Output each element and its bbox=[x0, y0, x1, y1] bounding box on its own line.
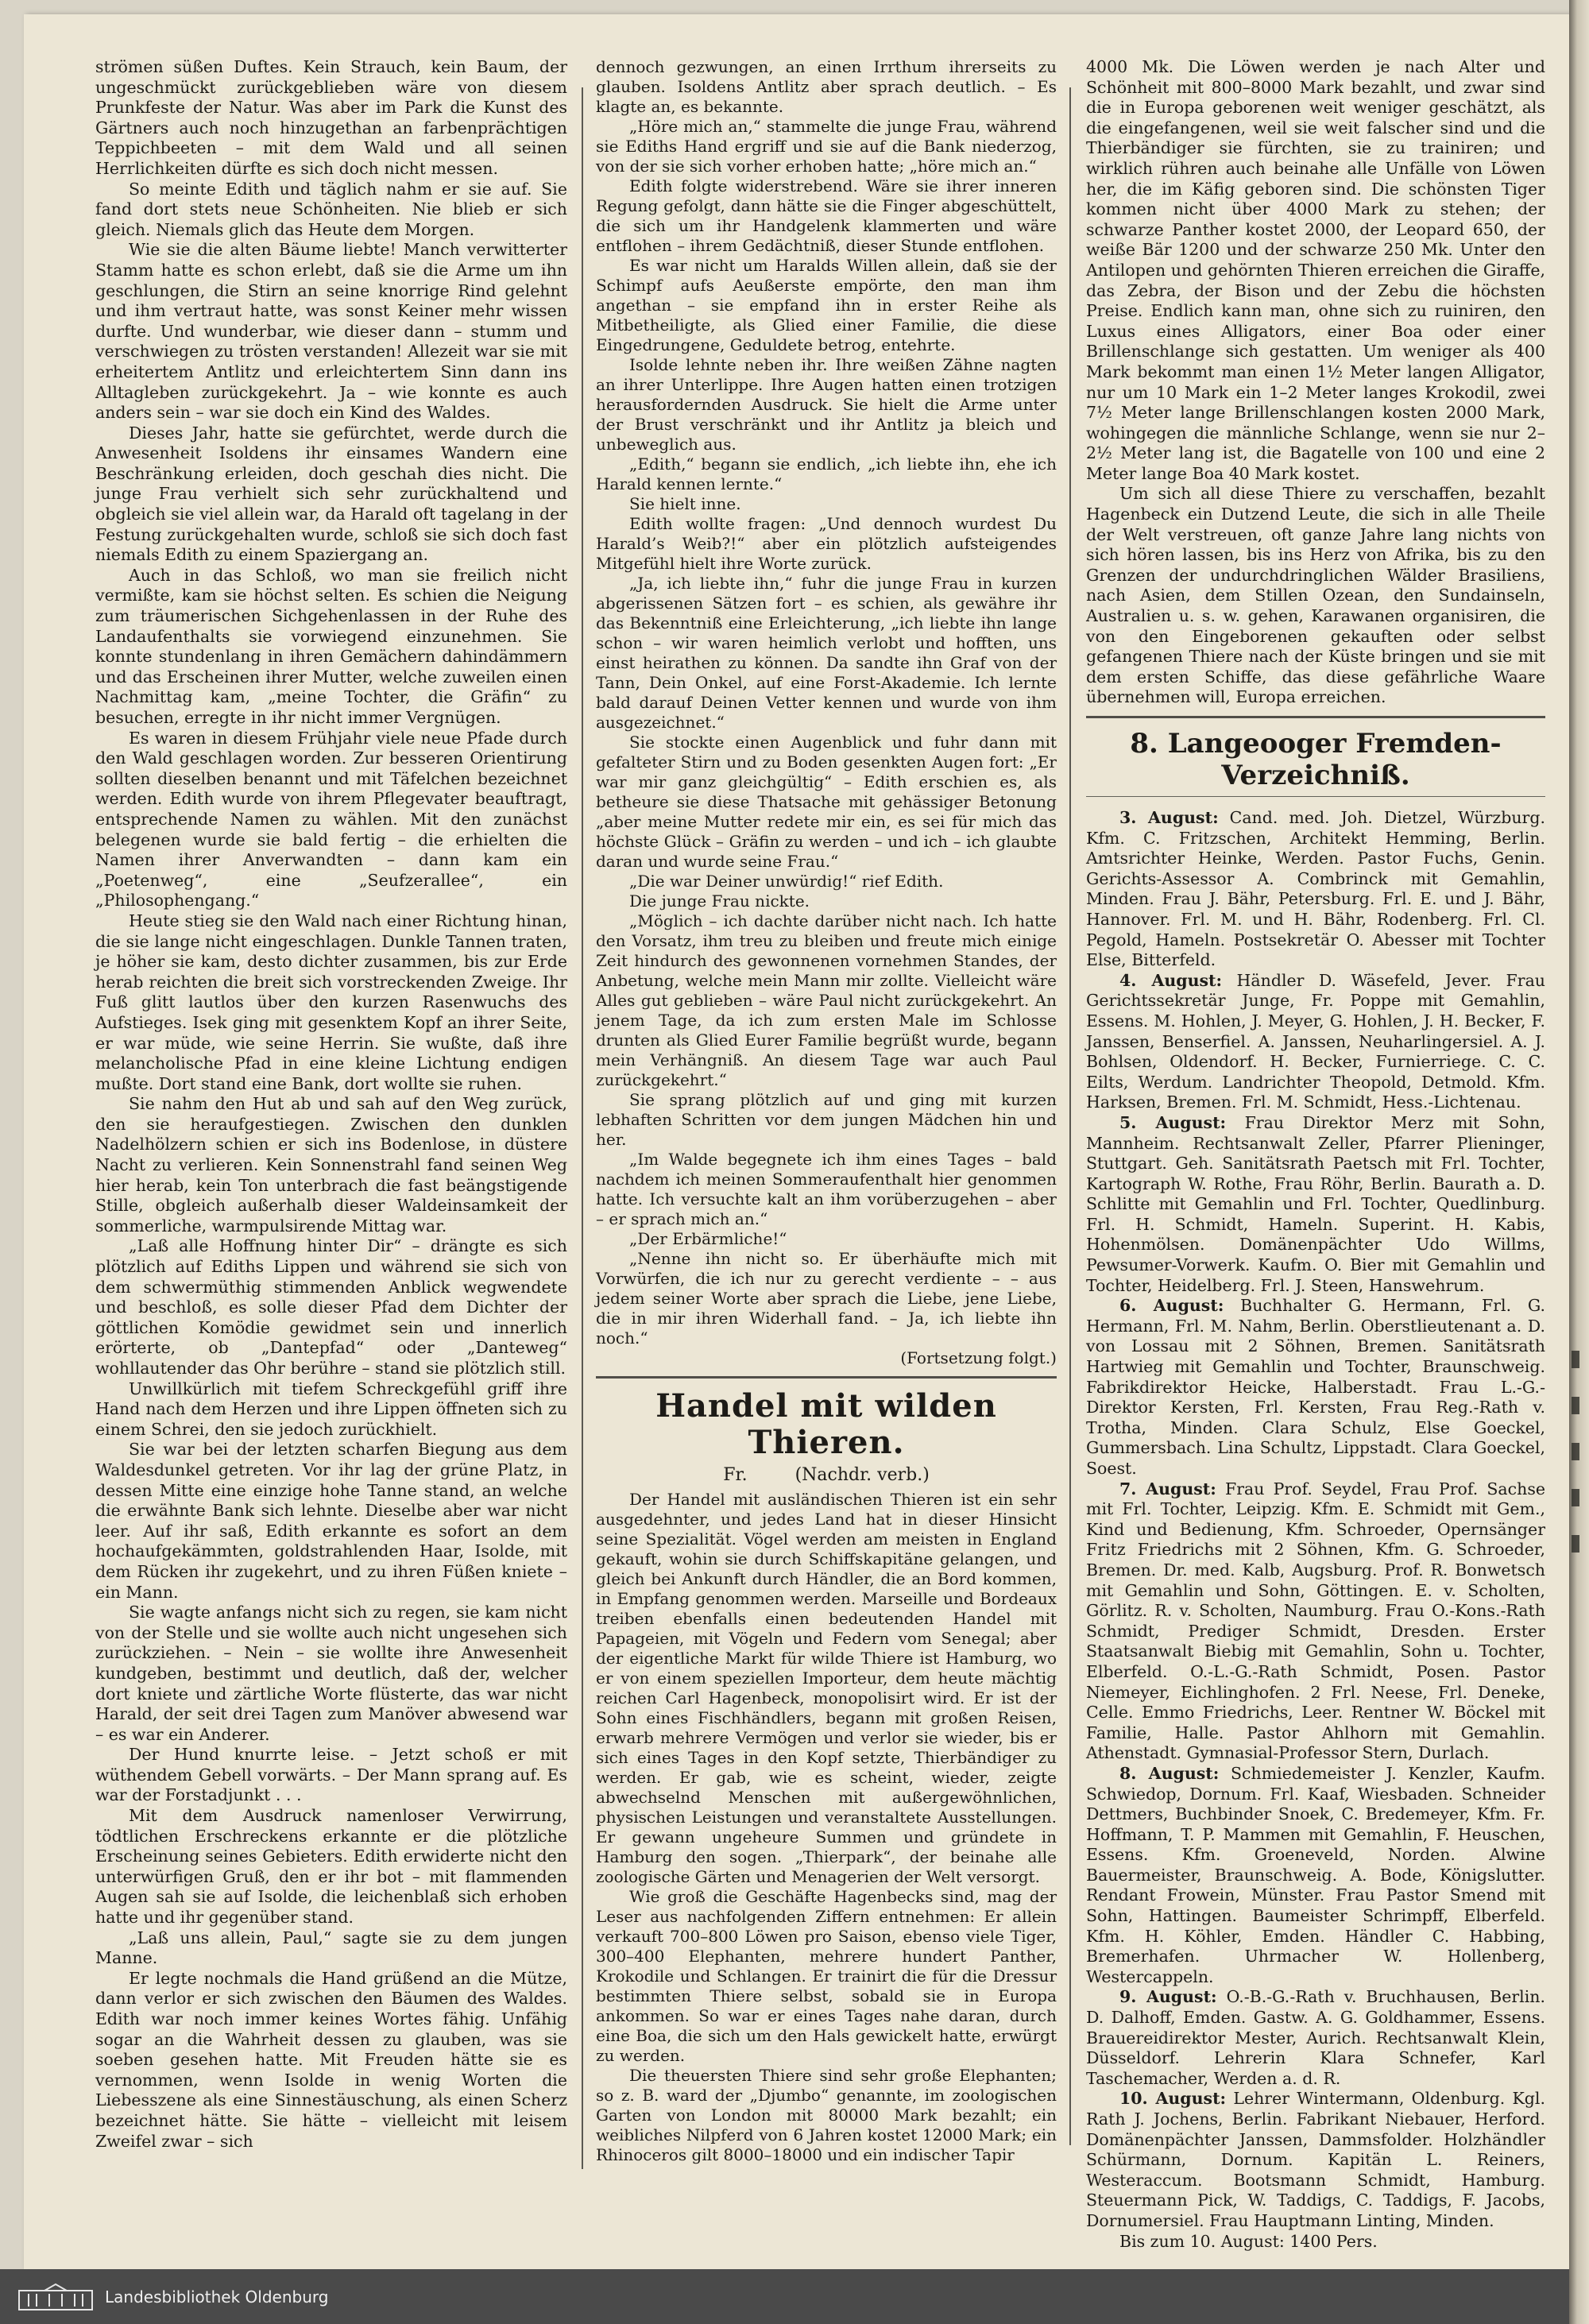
entry-text: Cand. med. Joh. Dietzel, Würzburg. Kfm. C. Fritzschen, Architekt Hemming, Berlin. Amtsrichter Heinke, Werden. Pastor Fuchs, Genin. Gerichts-Assessor A. Combrinck mit Gemahlin, Minden. Frau J. Bähr, Petersburg. Frl. E. und J. Bähr, Hannover. Frl. M. und H. Bähr, Rodenberg. Frl. Cl. Pegold, Hameln. Postsekretär O. Abesser mit Tochter Else, Bitterfeld. bbox=[1086, 808, 1545, 970]
section-divider bbox=[596, 1376, 1057, 1379]
guest-list-title: 8. Langeooger Fremden-Verzeichniß. bbox=[1130, 728, 1502, 791]
section-divider bbox=[1086, 796, 1545, 797]
paragraph: „Der Erbärmliche!“ bbox=[629, 1229, 787, 1248]
author: Fr. bbox=[723, 1465, 748, 1485]
page-edge-strip bbox=[1569, 0, 1589, 2324]
paragraph: „Ja, ich liebte ihn,“ fuhr die junge Frau in kurzen abgerissenen Sätzen fort – es schien, als gewähre ihr das Bekenntniß eine Erleichterung, „ich liebte ihn lange schon – wir waren heimlich verlobt und hofften, uns einst heirathen zu können. Da sandte ihn Graf von der Tann, Dein Onkel, auf eine Forst-Akademie. Ich lernte bald darauf Deinen Vetter kennen und wurde von ihm ausgezeichnet.“ bbox=[596, 574, 1057, 732]
paragraph: „Die war Deiner unwürdig!“ rief Edith. bbox=[629, 872, 944, 891]
guest-list-entry bbox=[1086, 1764, 1545, 1988]
paragraph: Edith wollte fragen: „Und dennoch wurdest Du Harald’s Weib?!“ aber ein plötzlich aufsteigendes Mitgefühl hielt ihre Worte zurück. bbox=[596, 514, 1057, 573]
paragraph: Um sich all diese Thiere zu verschaffen, bezahlt Hagenbeck ein Dutzend Leute, die sich in alle Theile der Welt verstreuen, oft ganze Jahre lang nichts von sich hören lassen, bis ins Herz von Afrika, bis zu den Grenzen der undurchdringlichen Wälder Brasiliens, nach Asien, dem Stillen Ozean, den Sundainseln, Australien u. s. w. gehen, Karawanen organisiren, die von den Eingeborenen gekauften oder selbst gefangenen Thiere nach der Küste bringen und sie mit dem ersten Schiffe, das diese gefährliche Waare übernehmen will, Europa erreichen. bbox=[1086, 484, 1545, 707]
column-rule bbox=[1069, 87, 1071, 2145]
entry-date: 10. August: bbox=[1119, 2089, 1227, 2109]
edge-mark bbox=[1572, 1489, 1579, 1506]
paragraph: „Im Walde begegnete ich ihm eines Tages – bald nachdem ich meinen Sommeraufenthalt hier genommen hatte. Ich versuchte kalt an ihm vorüberzugehen – aber – er sprach mich an.“ bbox=[596, 1150, 1057, 1228]
guest-list-entry bbox=[1086, 971, 1545, 1113]
paragraph: Sie hielt inne. bbox=[629, 494, 741, 513]
edge-mark bbox=[1572, 1535, 1579, 1553]
guest-list-total: Bis zum 10. August: 1400 Pers. bbox=[1119, 2231, 1378, 2251]
paragraph: Er legte nochmals die Hand grüßend an die Mütze, dann verlor er sich zwischen den Bäumen des Waldes. Edith war noch immer keines Wortes fähig. Unfähig sogar an die Wahrheit dessen zu glauben, was sie soeben gesehen hatte. Mit Freuden hätte sie es vernommen, wenn Isolde in wenig Worten die Liebesszene als eine Sinnestäuschung, als einen Scherz bezeichnet hätte. Sie hätte – vielleicht mit leisem Zweifel zwar – sich bbox=[95, 1968, 567, 2151]
paragraph: Es war nicht um Haralds Willen allein, daß sie der Schimpf aufs Aeußerste empörte, den man ihm angethan – sie empfand ihn in erster Reihe als Mitbetheiligte, als Glied einer Familie, die diese Eingedrungene, Geduldete betrog, entehrte. bbox=[596, 256, 1057, 354]
entry-date: 3. August: bbox=[1119, 808, 1219, 827]
edge-mark bbox=[1572, 1351, 1579, 1368]
guest-list-entry bbox=[1086, 808, 1545, 971]
reprint-notice: (Nachdr. verb.) bbox=[794, 1465, 930, 1485]
section-divider bbox=[1086, 716, 1545, 718]
column-1 bbox=[95, 57, 567, 2152]
entry-text: Händler D. Wäsefeld, Jever. Frau Gerichtssekretär Junge, Fr. Poppe mit Gemahlin, Essens. M. Hohlen, J. Meyer, G. Hohlen, J. H. Becker, F. Janssen, Benserfiel. A. Janssen, Neuharlingersiel. A. J. Bohlsen, Oldendorf. H. Becker, Furnierriege. C. C. Eilts, Werdum. Landrichter Theopold, Detmold. Kfm. Harksen, Bremen. Frl. M. Schmidt, Hess.-Lichtenau. bbox=[1086, 970, 1545, 1112]
paragraph: Es waren in diesem Frühjahr viele neue Pfade durch den Wald geschlagen worden. Zur besseren Orientirung sollten dieselben benannt und mit Täfelchen bezeichnet werden. Edith wurde von ihrem Pflegevater beauftragt, entsprechende Namen zu wählen. Mit den zunächst belegenen wurde sie bald fertig – die erhielten die Namen ihrer Anverwandten – dann kam ein „Poetenweg“, eine „Seufzerallee“, ein „Philosophengang.“ bbox=[95, 728, 567, 911]
paragraph: „Höre mich an,“ stammelte die junge Frau, während sie Ediths Hand ergriff und sie auf die Bank niederzog, von der sie sich vorher erhoben hatte; „höre mich an.“ bbox=[596, 117, 1057, 176]
paragraph: Dieses Jahr, hatte sie gefürchtet, werde durch die Anwesenheit Isoldens ihr einsames Wandern eine Beschränkung erleiden, doch geschah dies nicht. Die junge Frau verhielt sich sehr zurückhaltend und obgleich sie viel allein war, da Harald oft tagelang in der Festung zurückgehalten wurde, schloß sie sich doch fast niemals Edith zu einem Spaziergang an. bbox=[95, 423, 567, 565]
guest-list-entry bbox=[1086, 1987, 1545, 2089]
paragraph: Wie groß die Geschäfte Hagenbecks sind, mag der Leser aus nachfolgenden Ziffern entnehmen: Er allein verkauft 700–800 Löwen pro Saison, ebenso viele Tiger, 300–400 Elephanten, mehrere hundert Panther, Krokodile und Schlangen. Er trainirt die für die Dressur bestimmten Thiere selbst, sobald sie in Europa ankommen. So war er eines Tages nahe daran, durch eine Boa, die sich um den Hals gewickelt hatte, erwürgt zu werden. bbox=[596, 1887, 1057, 2065]
entry-text: Buchhalter G. Hermann, Frl. G. Hermann, Frl. M. Nahm, Berlin. Oberstlieutenant a. D. von Lossau mit 2 Söhnen, Bremen. Sanitätsrath Hartwieg mit Gemahlin und Tochter, Braunschweig. Fabrikdirektor Heicke, Halberstadt. Frau L.-G.-Direktor Kersten, Frl. Kersten, Frau Reg.-Rath v. Trotha, Minden. Clara Schulz, Else Goeckel, Gummersbach. Lina Schultz, Lippstadt. Clara Goeckel, Soest. bbox=[1086, 1296, 1545, 1478]
paragraph: strömen süßen Duftes. Kein Strauch, kein Baum, der ungeschmückt zurückgeblieben wäre von diesem Prunkfeste der Natur. Was aber im Park die Kunst des Gärtners auch noch hinzugethan an farbenprächtigen Teppichbeeten – mit dem Wald und all seinen Herrlichkeiten dürfte es sich doch nicht messen. bbox=[95, 57, 567, 178]
paragraph: 4000 Mk. Die Löwen werden je nach Alter und Schönheit mit 800–8000 Mark bezahlt, und zwar sind die in Europa geborenen weit weniger geschätzt, als die eingefangenen, weil sie weit falscher sind und die Thierbändiger sie fürchten, sie zu trainiren; und wirklich rühren auch beinahe alle Unfälle von Löwen her, die im Käfig geboren sind. Die schönsten Tiger kommen nicht über 4000 Mark zu stehen; der schwarze Panther kostet 2000, der Leopard 650, der weiße Bär 1200 und der schwarze 250 Mk. Unter den Antilopen und gehörnten Thieren erreichen die Giraffe, das Zebra, der Bison und der Zebu die höchsten Preise. Endlich kann man, ohne sich zu ruiniren, den Luxus eines Alligators, einer Boa oder einer Brillenschlange sich gestatten. Um weniger als 400 Mark bekommt man einen 1½ Meter langen Alligator, nur um 10 Mark ein 1–2 Meter langes Krokodil, zwei 7½ Meter lange Brillenschlangen kosten 2000 Mark, wohingegen die männliche Schlange, wenn sie nur 2–2½ Meter lang ist, die Bagatelle von 100 und eine 2 Meter lange Boa 40 Mark kostet. bbox=[1086, 57, 1545, 483]
paragraph: So meinte Edith und täglich nahm er sie auf. Sie fand dort stets neue Schönheiten. Nie blieb er sich gleich. Niemals glich das Heute dem Morgen. bbox=[95, 179, 567, 239]
paragraph: „Laß uns allein, Paul,“ sagte sie zu dem jungen Manne. bbox=[95, 1928, 567, 1968]
guest-list-entry bbox=[1086, 1113, 1545, 1296]
entry-text: Frau Direktor Merz mit Sohn, Mannheim. Rechtsanwalt Zeller, Pfarrer Plieninger, Stuttgart. Geh. Sanitätsrath Paetsch mit Frl. Tochter, Kartograph W. Rothe, Frau Röhr, Berlin. Baurath a. D. Schlitte mit Gemahlin und Frl. Tochter, Quedlinburg. Frl. H. Schmidt, Hameln. Superint. H. Kabis, Hohenmölsen. Domänenpächter Udo Willms, Pewsumer-Vorwerk. Kaufm. O. Bier mit Gemahlin und Tochter, Heidelberg. Frl. J. Steen, Hanswehrum. bbox=[1086, 1112, 1545, 1295]
paragraph: Der Handel mit ausländischen Thieren ist ein sehr ausgedehnter, und jedes Land hat in dieser Hinsicht seine Spezialität. Vögel werden am meisten in England gekauft, wohin sie durch Schiffskapitäne gelangen, und gleich bei Ankunft durch Händler, die an Bord kommen, in Empfang genommen werden. Marseille und Bordeaux treiben ebenfalls einen bedeutenden Handel mit Papageien, mit Vögeln und Federn vom Senegal; aber der eigentliche Markt für wilde Thiere ist Hamburg, wo er von einem speziellen Importeur, dem heute mächtig reichen Carl Hagenbeck, monopolisirt wird. Er ist der Sohn eines Fischhändlers, begann mit großen Reisen, erwarb mehrere Vermögen und verlor sie wieder, bis er sich eines Tages in den Kopf setzte, Thierbändiger zu werden. Er gab, wie es scheint, wieder, zeigte abwechselnd Menschen mit außergewöhnlichen, physischen Leistungen und veranstaltete Ausstellungen. Er gewann ungeheure Summen und gründete in Hamburg den sogen. „Thierpark“, der beinahe alle zoologische Gärten und Menagerien der Welt versorgt. bbox=[596, 1490, 1057, 1886]
library-building-icon bbox=[17, 2283, 94, 2311]
paragraph: „Nenne ihn nicht so. Er überhäufte mich mit Vorwürfen, die ich nur zu gerecht verdiente – – aus jedem seiner Worte aber sprach die Liebe, jene Liebe, die in mir ihren Widerhall fand. – Ja, ich liebte ihn noch.“ bbox=[596, 1249, 1057, 1348]
paragraph: Die junge Frau nickte. bbox=[629, 891, 810, 911]
article-title: Handel mit wilden Thieren. bbox=[655, 1387, 997, 1461]
paragraph: Edith folgte widerstrebend. Wäre sie ihrer inneren Regung gefolgt, dann hätte sie die Finger abgeschüttelt, die sich um ihr Handgelenk klammerten und wäre entflohen – ihrem Gedächtniß, dieser Stunde entflohen. bbox=[596, 176, 1057, 255]
paragraph: Heute stieg sie den Wald nach einer Richtung hinan, die sie lange nicht eingeschlagen. Dunkle Tannen traten, je höher sie kam, desto dichter zusammen, bis zur Erde herab reichten die breit sich vorstreckenden Zweige. Ihr Fuß glitt lautlos über den kurzen Rasenwuchs des Aufstieges. Isek ging mit gesenktem Kopf an ihrer Seite, er war müde, wie seine Herrin. Sie wußte, daß ihre melancholische Pfad in eine kleine Lichtung endigen mußte. Dort stand eine Bank, dort wollte sie ruhen. bbox=[95, 911, 567, 1093]
column-3 bbox=[1086, 57, 1545, 2252]
edge-marks bbox=[1572, 1351, 1584, 1553]
edge-mark bbox=[1572, 1397, 1579, 1414]
library-footer-bar bbox=[0, 2269, 1569, 2324]
paragraph: Der Hund knurrte leise. – Jetzt schoß er mit wüthendem Gebell vorwärts. – Der Mann sprang auf. Es war der Forstadjunkt . . . bbox=[95, 1745, 567, 1805]
paragraph: „Laß alle Hoffnung hinter Dir“ – drängte es sich plötzlich auf Ediths Lippen und während sie sich von dem schwermüthig stimmenden Anblick wegwendete und beschloß, es solle dieser Pfad dem Dichter der göttlichen Komödie gewidmet sein und innerlich erörterte, ob „Dantepfad“ oder „Danteweg“ wohllautender das Ohr berühre – stand sie plötzlich still. bbox=[95, 1236, 567, 1378]
edge-mark bbox=[1572, 1443, 1579, 1460]
entry-text: Lehrer Wintermann, Oldenburg. Kgl. Rath J. Jochens, Berlin. Fabrikant Niebauer, Herford. Domänenpächter Janssen, Dammsfolder. Holzhändler Schürmann, Dornum. Kapitän L. Reiners, Westeraccum. Bootsmann Schmidt, Hamburg. Steuermann Pick, W. Taddigs, C. Taddigs, F. Jacobs, Dornumersiel. Frau Hauptmann Linting, Minden. bbox=[1086, 2089, 1545, 2230]
entry-text: Schmiedemeister J. Kenzler, Kaufm. Schwiedop, Dornum. Frl. Kaaf, Wiesbaden. Schneider Dettmers, Buchbinder Snoek, C. Bredemeyer, Kfm. Fr. Hoffmann, T. P. Mammen mit Gemahlin, F. Heuschen, Essens. Kfm. Groeneveld, Norden. Alwine Bauermeister, Braunschweig. A. Bode, Königslutter. Rendant Frowein, Münster. Frau Pastor Smend mit Sohn, Hattingen. Baumeister Schrimpff, Elberfeld. Kfm. H. Köhler, Emden. Händler C. Habbing, Bremerhafen. Uhrmacher W. Hollenberg, Westercappeln. bbox=[1086, 1763, 1545, 1986]
entry-text: O.-B.-G.-Rath v. Bruchhausen, Berlin. D. Dalhoff, Emden. Gastw. A. G. Goldhammer, Essens. Brauereidirektor Mester, Aurich. Rechtsanwalt Klein, Düsseldorf. Lehrerin Klara Schnefer, Karl Taschemacher, Werden a. d. R. bbox=[1086, 1987, 1545, 2088]
paragraph: Sie sprang plötzlich auf und ging mit kurzen lebhaften Schritten vor dem jungen Mädchen hin und her. bbox=[596, 1090, 1057, 1149]
paragraph: Unwillkürlich mit tiefem Schreckgefühl griff ihre Hand nach dem Herzen und ihre Lippen öffneten sich zu einem Schrei, den sie jedoch zurückhielt. bbox=[95, 1379, 567, 1439]
entry-text: Frau Prof. Seydel, Frau Prof. Sachse mit Frl. Tochter, Leipzig. Kfm. E. Schmidt mit Gem., Kind und Bedienung, Kfm. Schroeder, Opernsänger Fritz Friedrichs mit 2 Söhnen, Kfm. G. Schroeder, Bremen. Dr. med. Kalb, Augsburg. Prof. R. Bonwetsch mit Gemahlin und Sohn, Göttingen. E. v. Scholten, Görlitz. R. v. Scholten, Naumburg. Frau O.-Kons.-Rath Schmidt, Prediger Schmidt, Dresden. Erster Staatsanwalt Biebig mit Gemahlin, Sohn u. Tochter, Elberfeld. O.-L.-G.-Rath Schmidt, Posen. Pastor Niemeyer, Eichlinghofen. 2 Frl. Neese, Frl. Deneke, Celle. Emmo Friedrichs, Leer. Rentner W. Böckel mit Familie, Halle. Pastor Ahlhorn mit Gemahlin. Athenstadt. Gymnasial-Professor Stern, Durlach. bbox=[1086, 1479, 1545, 1763]
paragraph: „Möglich – ich dachte darüber nicht nach. Ich hatte den Vorsatz, ihm treu zu bleiben und freute mich einige Zeit hindurch des gewonnenen vornehmen Standes, der Anbetung, welche mein Mann mir zollte. Vielleicht wäre Alles gut geblieben – wäre Paul nicht zurückgekehrt. An jenem Tage, da ich zum ersten Male im Schlosse drunten als Glied Eurer Familie begrüßt wurde, begann mein Verhängniß. An diesem Tage war auch Paul zurückgekehrt.“ bbox=[596, 911, 1057, 1089]
paragraph: „Edith,“ begann sie endlich, „ich liebte ihn, ehe ich Harald kennen lernte.“ bbox=[596, 454, 1057, 493]
paragraph: Sie wagte anfangs nicht sich zu regen, sie kam nicht von der Stelle und sie wollte auch nicht ungesehen sich zurückziehen. – Nein – sie wollte ihre Anwesenheit kundgeben, bestimmt und deutlich, daß der, welcher dort kniete und zärtliche Worte flüsterte, das war nicht Harald, der seit drei Tagen zum Manöver abwesend war – es war ein Anderer. bbox=[95, 1603, 567, 1744]
guest-list-entry bbox=[1086, 1296, 1545, 1479]
paragraph: Auch in das Schloß, wo man sie freilich nicht vermißte, kam sie höchst selten. Es schien die Neigung zum träumerischen Sichgehenlassen in der Ruhe des Landaufenthalts sie vorwiegend einzunehmen. Sie konnte stundenlang in ihren Gemächern dahindämmern und das Erscheinen ihrer Mutter, welche zuweilen einen Nachmittag kam, „meine Tochter, die Gräfin“ zu besuchen, erregte in ihr nicht immer Vergnügen. bbox=[95, 565, 567, 727]
paragraph: Isolde lehnte neben ihr. Ihre weißen Zähne nagten an ihrer Unterlippe. Ihre Augen hatten einen trotzigen herausfordernden Ausdruck. Sie hielt die Arme unter der Brust verschränkt und ihr Antlitz ja bleich und unbeweglich aus. bbox=[596, 355, 1057, 454]
paragraph: dennoch gezwungen, an einen Irrthum ihrerseits zu glauben. Isoldens Antlitz aber sprach deutlich. – Es klagte an, es bekannte. bbox=[596, 57, 1057, 116]
paragraph: Mit dem Ausdruck namenloser Verwirrung, tödtlichen Erschreckens erkannte er die plötzliche Erscheinung seines Gebieters. Edith erwiderte nicht den unterwürfigen Gruß, den er ihr bot – mit flammenden Augen sah sie auf Isolde, die leichenblaß sich erhoben hatte und ihr gegenüber stand. bbox=[95, 1806, 567, 1928]
column-rule bbox=[582, 87, 583, 2169]
paragraph: Die theuersten Thiere sind sehr große Elephanten; so z. B. ward der „Djumbo“ genannte, im zoologischen Garten von London mit 80000 Mark bezahlt; ein weibliches Nilpferd von 6 Jahren kostet 12000 Mark; ein Rhinoceros gilt 8000–18000 und ein indischer Tapir bbox=[596, 2066, 1057, 2164]
entry-date: 4. August: bbox=[1119, 970, 1223, 990]
paragraph: Sie nahm den Hut ab und sah auf den Weg zurück, den sie heraufgestiegen. Zwischen den dunklen Nadelhölzern schien er sich ins Bodenlose, in düstere Nacht zu verlieren. Kein Sonnenstrahl fand seinen Weg hier herab, kein Ton unterbrach die fast beängstigende Stille, obgleich außerhalb dieser Waldeinsamkeit der sommerliche, warmpulsirende Mittag war. bbox=[95, 1094, 567, 1235]
column-2 bbox=[596, 57, 1057, 2165]
entry-date: 7. August: bbox=[1119, 1479, 1216, 1498]
guest-list-entry bbox=[1086, 2089, 1545, 2231]
guest-list-entry bbox=[1086, 1479, 1545, 1764]
entry-date: 5. August: bbox=[1119, 1112, 1227, 1132]
entry-date: 9. August: bbox=[1119, 1987, 1217, 2007]
continuation-note: (Fortsetzung folgt.) bbox=[900, 1348, 1057, 1367]
paragraph: Sie war bei der letzten scharfen Biegung aus dem Waldesdunkel getreten. Vor ihr lag der grüne Platz, in dessen Mitte eine einzige hohe Tanne stand, an welche die erwähnte Bank sich lehnte. Dieselbe aber war nicht leer. Auf ihr saß, Edith erkannte es sofort an dem hochaufgekämmten, goldstrahlenden Haar, Isolde, mit dem Rücken ihr zugekehrt, und zu ihren Füßen kniete – ein Mann. bbox=[95, 1440, 567, 1602]
article-byline bbox=[596, 1464, 1057, 1487]
library-name: Landesbibliothek Oldenburg bbox=[105, 2287, 329, 2307]
paragraph: Sie stockte einen Augenblick und fuhr dann mit gefalteter Stirn und zu Boden gesenkten Augen fort: „Er war mir ganz gleichgültig“ – Edith erschien es, als betheure sie diese Thatsache mit gehässiger Betonung „aber meine Mutter redete mir ein, es sei für mich das höchste Glück – Gräfin zu werden – und ich – ich glaubte daran und wurde seine Frau.“ bbox=[596, 733, 1057, 871]
entry-date: 6. August: bbox=[1119, 1296, 1224, 1316]
paragraph: Wie sie die alten Bäume liebte! Manch verwitterter Stamm hatte es schon erlebt, daß sie die Arme um ihn geschlungen, die Stirn an seine knorrige Rind gelehnt und ihm vertraut hatte, was sonst Keiner mehr wissen durfte. Und wunderbar, wie dieser dann – stumm und verschwiegen zu trösten verstanden! Allezeit war sie mit erheitertem Antlitz und erleichtertem Sinn dann ins Alltagleben zurückgekehrt. Ja – wie konnte es auch anders sein – war sie doch ein Kind des Waldes. bbox=[95, 240, 567, 423]
entry-date: 8. August: bbox=[1119, 1763, 1220, 1783]
